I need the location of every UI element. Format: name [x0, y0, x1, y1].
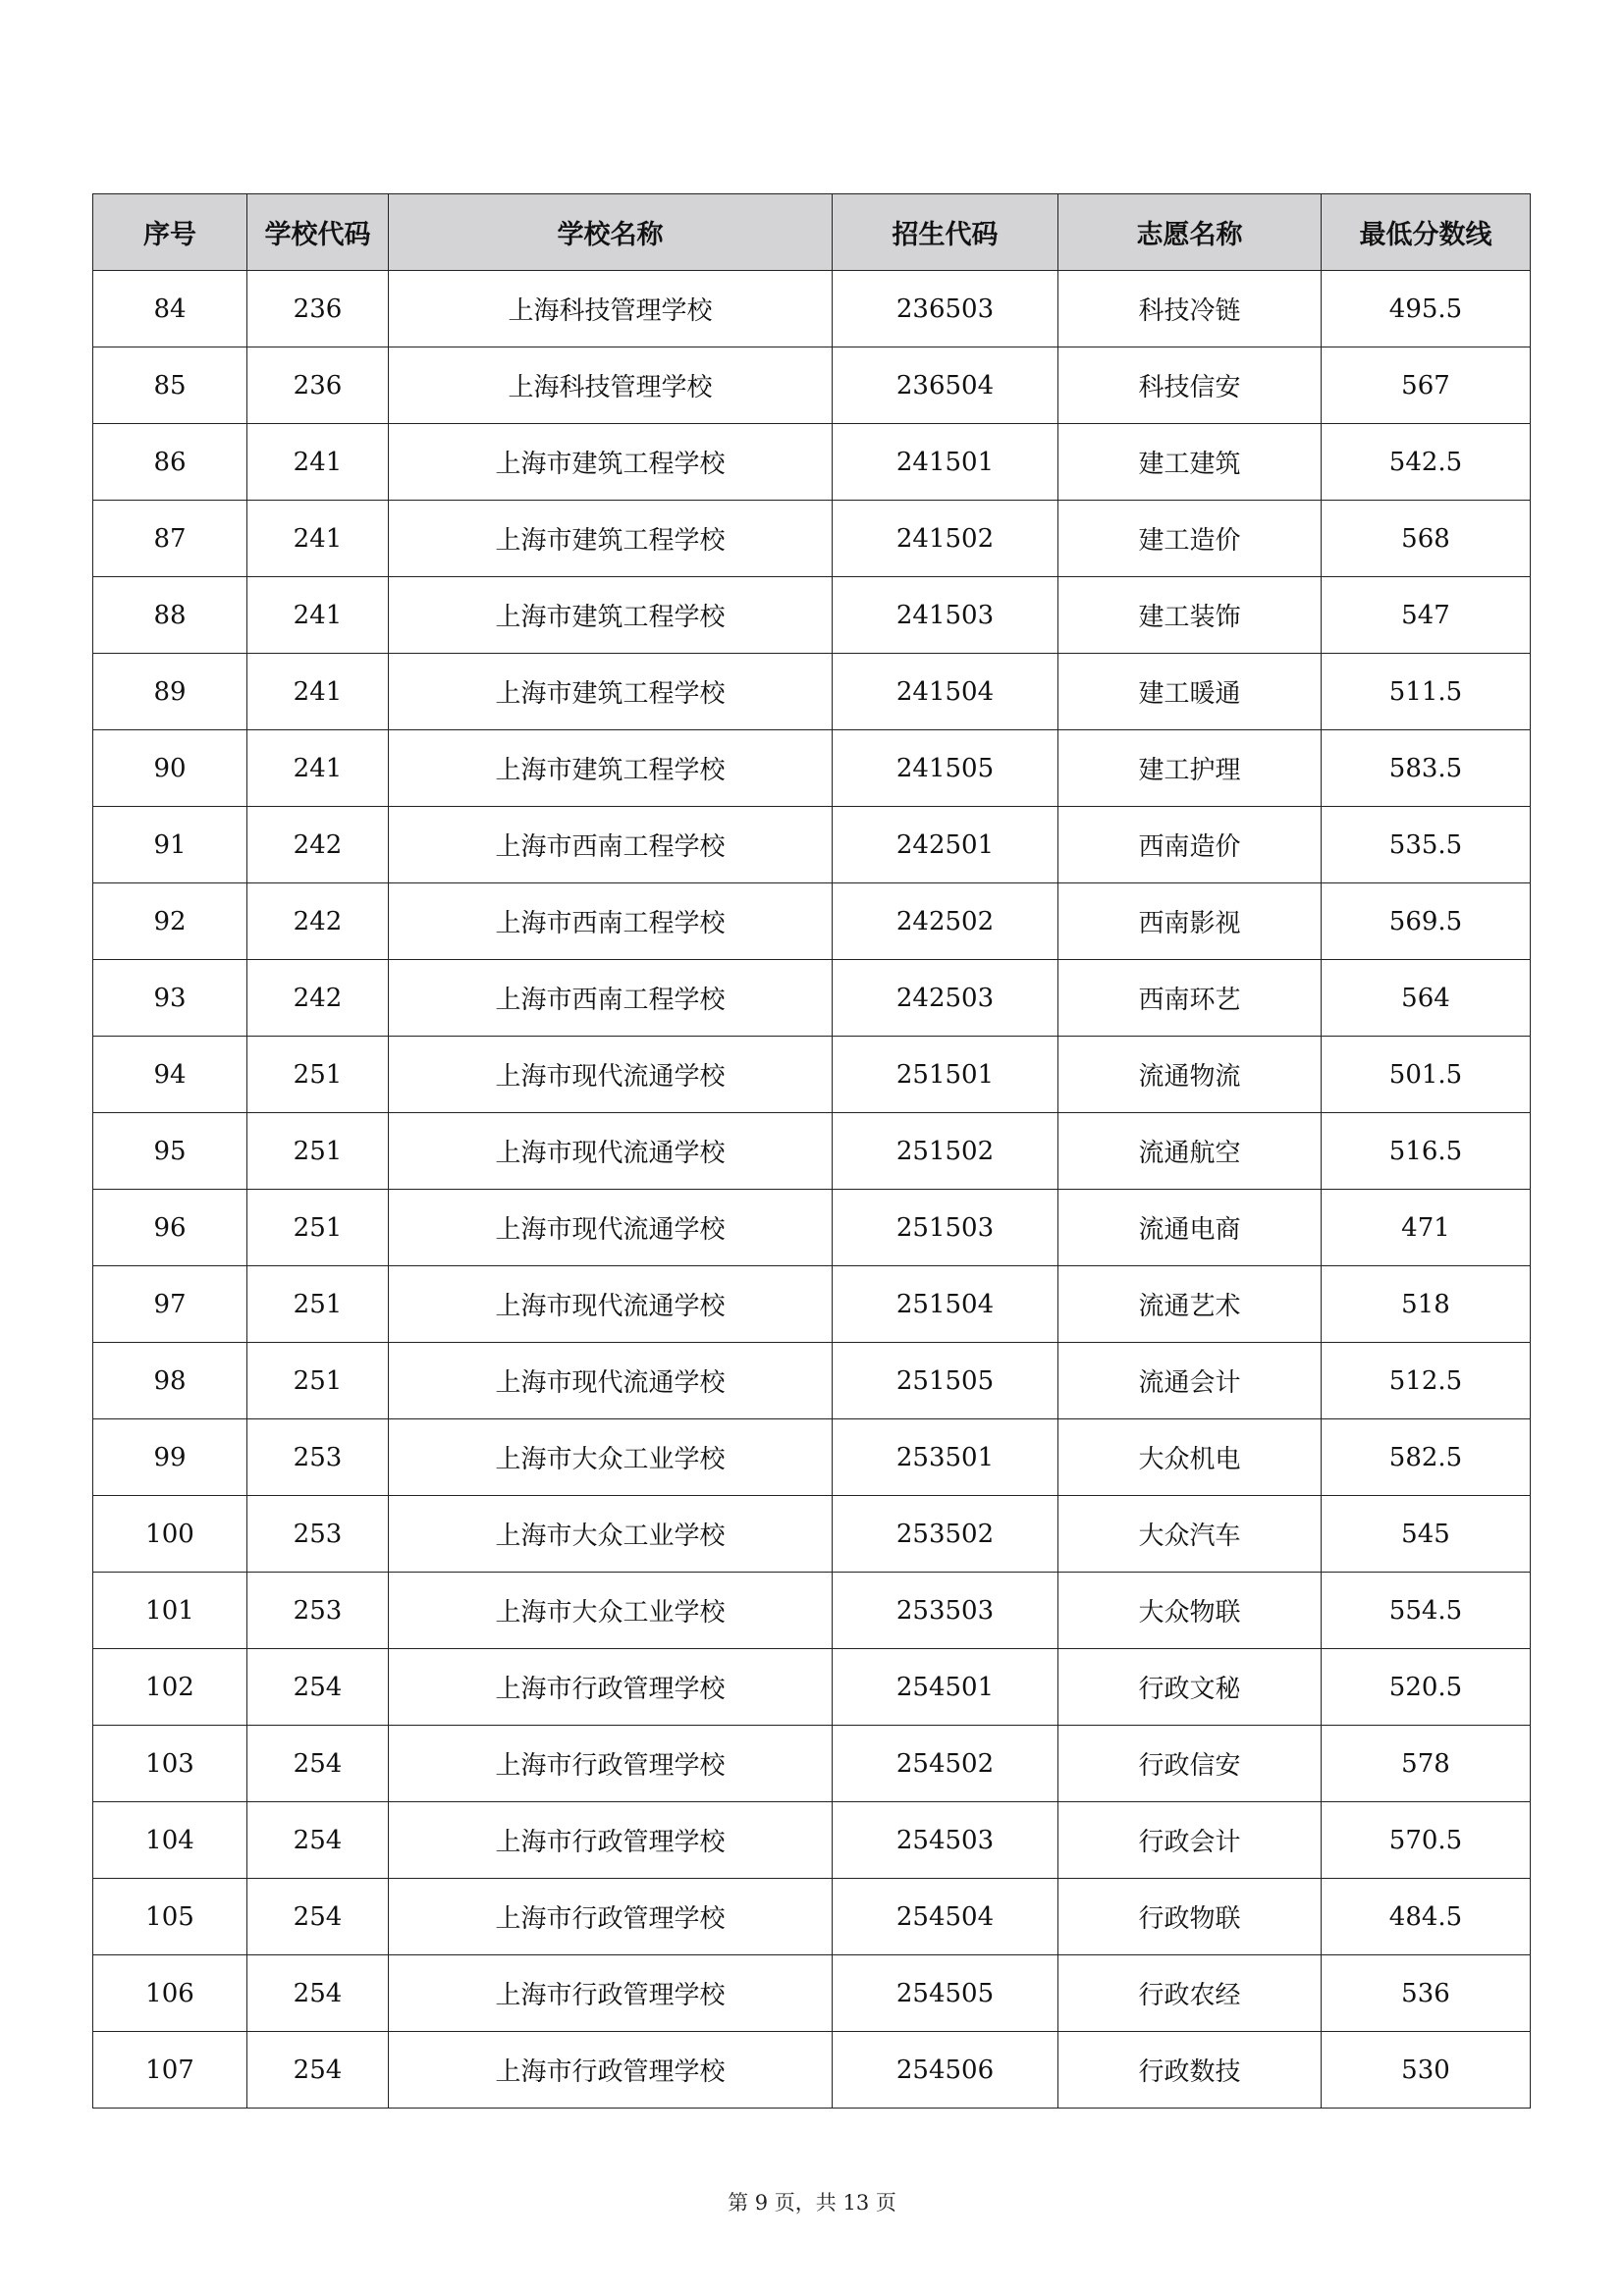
cell-school-code: 251 — [247, 1266, 389, 1343]
cell-index: 99 — [93, 1419, 247, 1496]
cell-program-name: 流通航空 — [1058, 1113, 1322, 1190]
page-footer: 第 9 页，共 13 页 — [728, 2191, 896, 2215]
table-row — [93, 1113, 1531, 1190]
cell-index: 92 — [93, 883, 247, 960]
cell-enroll-code: 251503 — [833, 1190, 1058, 1266]
table-row — [93, 960, 1531, 1037]
table-row — [93, 1343, 1531, 1419]
cell-school-code: 254 — [247, 1955, 389, 2032]
table-header-row — [93, 194, 1531, 271]
table-row — [93, 730, 1531, 807]
cell-school-code: 241 — [247, 501, 389, 577]
cell-school-code: 236 — [247, 271, 389, 347]
cell-school-name: 上海市大众工业学校 — [389, 1419, 833, 1496]
header-min-score: 最低分数线 — [1322, 194, 1531, 271]
table-row — [93, 1190, 1531, 1266]
cell-enroll-code: 241502 — [833, 501, 1058, 577]
cell-school-name: 上海市行政管理学校 — [389, 2032, 833, 2109]
cell-min-score: 568 — [1322, 501, 1531, 577]
cell-school-code: 254 — [247, 2032, 389, 2109]
cell-program-name: 流通艺术 — [1058, 1266, 1322, 1343]
cell-enroll-code: 242501 — [833, 807, 1058, 883]
cell-school-name: 上海市现代流通学校 — [389, 1266, 833, 1343]
cell-program-name: 建工造价 — [1058, 501, 1322, 577]
cell-school-code: 254 — [247, 1802, 389, 1879]
cell-min-score: 582.5 — [1322, 1419, 1531, 1496]
cell-min-score: 542.5 — [1322, 424, 1531, 501]
cell-min-score: 569.5 — [1322, 883, 1531, 960]
cell-program-name: 建工护理 — [1058, 730, 1322, 807]
cell-school-name: 上海市现代流通学校 — [389, 1113, 833, 1190]
cell-school-code: 241 — [247, 577, 389, 654]
table-row — [93, 501, 1531, 577]
cell-school-code: 253 — [247, 1496, 389, 1573]
cell-school-code: 242 — [247, 807, 389, 883]
cell-school-code: 242 — [247, 883, 389, 960]
table-row — [93, 1037, 1531, 1113]
cell-min-score: 578 — [1322, 1726, 1531, 1802]
cell-school-name: 上海市西南工程学校 — [389, 883, 833, 960]
cell-program-name: 大众物联 — [1058, 1573, 1322, 1649]
cell-enroll-code: 242503 — [833, 960, 1058, 1037]
cell-school-code: 251 — [247, 1037, 389, 1113]
cell-program-name: 科技冷链 — [1058, 271, 1322, 347]
cell-min-score: 484.5 — [1322, 1879, 1531, 1955]
cell-min-score: 535.5 — [1322, 807, 1531, 883]
cell-min-score: 501.5 — [1322, 1037, 1531, 1113]
cell-min-score: 547 — [1322, 577, 1531, 654]
cell-min-score: 518 — [1322, 1266, 1531, 1343]
cell-min-score: 567 — [1322, 347, 1531, 424]
cell-school-code: 241 — [247, 730, 389, 807]
cell-school-name: 上海市现代流通学校 — [389, 1343, 833, 1419]
cell-school-code: 254 — [247, 1649, 389, 1726]
cell-program-name: 大众机电 — [1058, 1419, 1322, 1496]
cell-school-name: 上海市行政管理学校 — [389, 1955, 833, 2032]
cell-school-code: 253 — [247, 1419, 389, 1496]
cell-school-name: 上海市建筑工程学校 — [389, 577, 833, 654]
cell-enroll-code: 253502 — [833, 1496, 1058, 1573]
cell-enroll-code: 253503 — [833, 1573, 1058, 1649]
cell-enroll-code: 251502 — [833, 1113, 1058, 1190]
cell-index: 98 — [93, 1343, 247, 1419]
cell-program-name: 流通电商 — [1058, 1190, 1322, 1266]
cell-index: 86 — [93, 424, 247, 501]
cell-min-score: 520.5 — [1322, 1649, 1531, 1726]
cell-min-score: 516.5 — [1322, 1113, 1531, 1190]
cell-school-name: 上海市西南工程学校 — [389, 807, 833, 883]
cell-index: 91 — [93, 807, 247, 883]
cell-program-name: 行政物联 — [1058, 1879, 1322, 1955]
score-table-container — [92, 193, 1530, 2109]
cell-enroll-code: 253501 — [833, 1419, 1058, 1496]
cell-school-name: 上海市建筑工程学校 — [389, 654, 833, 730]
cell-enroll-code: 254503 — [833, 1802, 1058, 1879]
cell-enroll-code: 251504 — [833, 1266, 1058, 1343]
cell-school-name: 上海科技管理学校 — [389, 347, 833, 424]
cell-school-name: 上海市行政管理学校 — [389, 1802, 833, 1879]
cell-school-code: 253 — [247, 1573, 389, 1649]
cell-min-score: 583.5 — [1322, 730, 1531, 807]
cell-program-name: 建工建筑 — [1058, 424, 1322, 501]
cell-index: 89 — [93, 654, 247, 730]
table-row — [93, 1419, 1531, 1496]
cell-index: 97 — [93, 1266, 247, 1343]
cell-school-name: 上海市行政管理学校 — [389, 1726, 833, 1802]
cell-index: 107 — [93, 2032, 247, 2109]
cell-min-score: 495.5 — [1322, 271, 1531, 347]
cell-school-code: 251 — [247, 1190, 389, 1266]
cell-min-score: 545 — [1322, 1496, 1531, 1573]
cell-enroll-code: 254506 — [833, 2032, 1058, 2109]
cell-program-name: 流通会计 — [1058, 1343, 1322, 1419]
table-body — [93, 271, 1531, 2109]
cell-program-name: 西南环艺 — [1058, 960, 1322, 1037]
cell-index: 96 — [93, 1190, 247, 1266]
cell-program-name: 行政文秘 — [1058, 1649, 1322, 1726]
table-row — [93, 1496, 1531, 1573]
cell-enroll-code: 241504 — [833, 654, 1058, 730]
cell-school-name: 上海市大众工业学校 — [389, 1573, 833, 1649]
cell-min-score: 471 — [1322, 1190, 1531, 1266]
cell-min-score: 570.5 — [1322, 1802, 1531, 1879]
cell-index: 105 — [93, 1879, 247, 1955]
header-school-name: 学校名称 — [389, 194, 833, 271]
cell-index: 95 — [93, 1113, 247, 1190]
table-row — [93, 654, 1531, 730]
cell-school-name: 上海市现代流通学校 — [389, 1037, 833, 1113]
cell-program-name: 流通物流 — [1058, 1037, 1322, 1113]
table-row — [93, 1649, 1531, 1726]
cell-index: 87 — [93, 501, 247, 577]
table-row — [93, 807, 1531, 883]
table-row — [93, 1955, 1531, 2032]
cell-enroll-code: 241505 — [833, 730, 1058, 807]
cell-enroll-code: 251505 — [833, 1343, 1058, 1419]
cell-enroll-code: 241503 — [833, 577, 1058, 654]
table-row — [93, 1266, 1531, 1343]
cell-school-name: 上海市大众工业学校 — [389, 1496, 833, 1573]
cell-enroll-code: 236504 — [833, 347, 1058, 424]
cell-enroll-code: 241501 — [833, 424, 1058, 501]
cell-school-name: 上海市建筑工程学校 — [389, 730, 833, 807]
table-row — [93, 577, 1531, 654]
cell-school-code: 236 — [247, 347, 389, 424]
cell-index: 106 — [93, 1955, 247, 2032]
cell-program-name: 行政数技 — [1058, 2032, 1322, 2109]
header-program-name: 志愿名称 — [1058, 194, 1322, 271]
cell-min-score: 512.5 — [1322, 1343, 1531, 1419]
cell-index: 104 — [93, 1802, 247, 1879]
cell-index: 90 — [93, 730, 247, 807]
cell-enroll-code: 236503 — [833, 271, 1058, 347]
cell-program-name: 建工装饰 — [1058, 577, 1322, 654]
cell-school-code: 241 — [247, 654, 389, 730]
table-row — [93, 1802, 1531, 1879]
table-row — [93, 347, 1531, 424]
cell-enroll-code: 251501 — [833, 1037, 1058, 1113]
cell-program-name: 西南影视 — [1058, 883, 1322, 960]
score-table — [92, 193, 1531, 2109]
cell-program-name: 科技信安 — [1058, 347, 1322, 424]
table-row — [93, 424, 1531, 501]
cell-school-code: 242 — [247, 960, 389, 1037]
cell-min-score: 564 — [1322, 960, 1531, 1037]
cell-index: 101 — [93, 1573, 247, 1649]
cell-index: 88 — [93, 577, 247, 654]
table-row — [93, 883, 1531, 960]
cell-school-name: 上海市建筑工程学校 — [389, 424, 833, 501]
cell-program-name: 行政农经 — [1058, 1955, 1322, 2032]
cell-school-name: 上海市建筑工程学校 — [389, 501, 833, 577]
header-school-code: 学校代码 — [247, 194, 389, 271]
cell-enroll-code: 254505 — [833, 1955, 1058, 2032]
cell-school-code: 251 — [247, 1113, 389, 1190]
cell-school-name: 上海市西南工程学校 — [389, 960, 833, 1037]
cell-school-name: 上海市行政管理学校 — [389, 1879, 833, 1955]
cell-min-score: 530 — [1322, 2032, 1531, 2109]
cell-index: 84 — [93, 271, 247, 347]
cell-enroll-code: 254504 — [833, 1879, 1058, 1955]
table-row — [93, 1879, 1531, 1955]
table-row — [93, 1726, 1531, 1802]
cell-index: 100 — [93, 1496, 247, 1573]
cell-index: 85 — [93, 347, 247, 424]
cell-index: 93 — [93, 960, 247, 1037]
cell-school-code: 241 — [247, 424, 389, 501]
cell-program-name: 行政信安 — [1058, 1726, 1322, 1802]
cell-index: 102 — [93, 1649, 247, 1726]
cell-school-code: 254 — [247, 1726, 389, 1802]
cell-school-name: 上海市行政管理学校 — [389, 1649, 833, 1726]
table-row — [93, 271, 1531, 347]
cell-school-name: 上海科技管理学校 — [389, 271, 833, 347]
cell-min-score: 536 — [1322, 1955, 1531, 2032]
cell-index: 103 — [93, 1726, 247, 1802]
cell-program-name: 行政会计 — [1058, 1802, 1322, 1879]
cell-min-score: 511.5 — [1322, 654, 1531, 730]
table-row — [93, 2032, 1531, 2109]
header-index: 序号 — [93, 194, 247, 271]
table-row — [93, 1573, 1531, 1649]
cell-enroll-code: 254501 — [833, 1649, 1058, 1726]
cell-school-name: 上海市现代流通学校 — [389, 1190, 833, 1266]
cell-program-name: 大众汽车 — [1058, 1496, 1322, 1573]
cell-min-score: 554.5 — [1322, 1573, 1531, 1649]
cell-program-name: 西南造价 — [1058, 807, 1322, 883]
cell-enroll-code: 242502 — [833, 883, 1058, 960]
cell-school-code: 251 — [247, 1343, 389, 1419]
cell-enroll-code: 254502 — [833, 1726, 1058, 1802]
cell-program-name: 建工暖通 — [1058, 654, 1322, 730]
cell-index: 94 — [93, 1037, 247, 1113]
header-enroll-code: 招生代码 — [833, 194, 1058, 271]
cell-school-code: 254 — [247, 1879, 389, 1955]
